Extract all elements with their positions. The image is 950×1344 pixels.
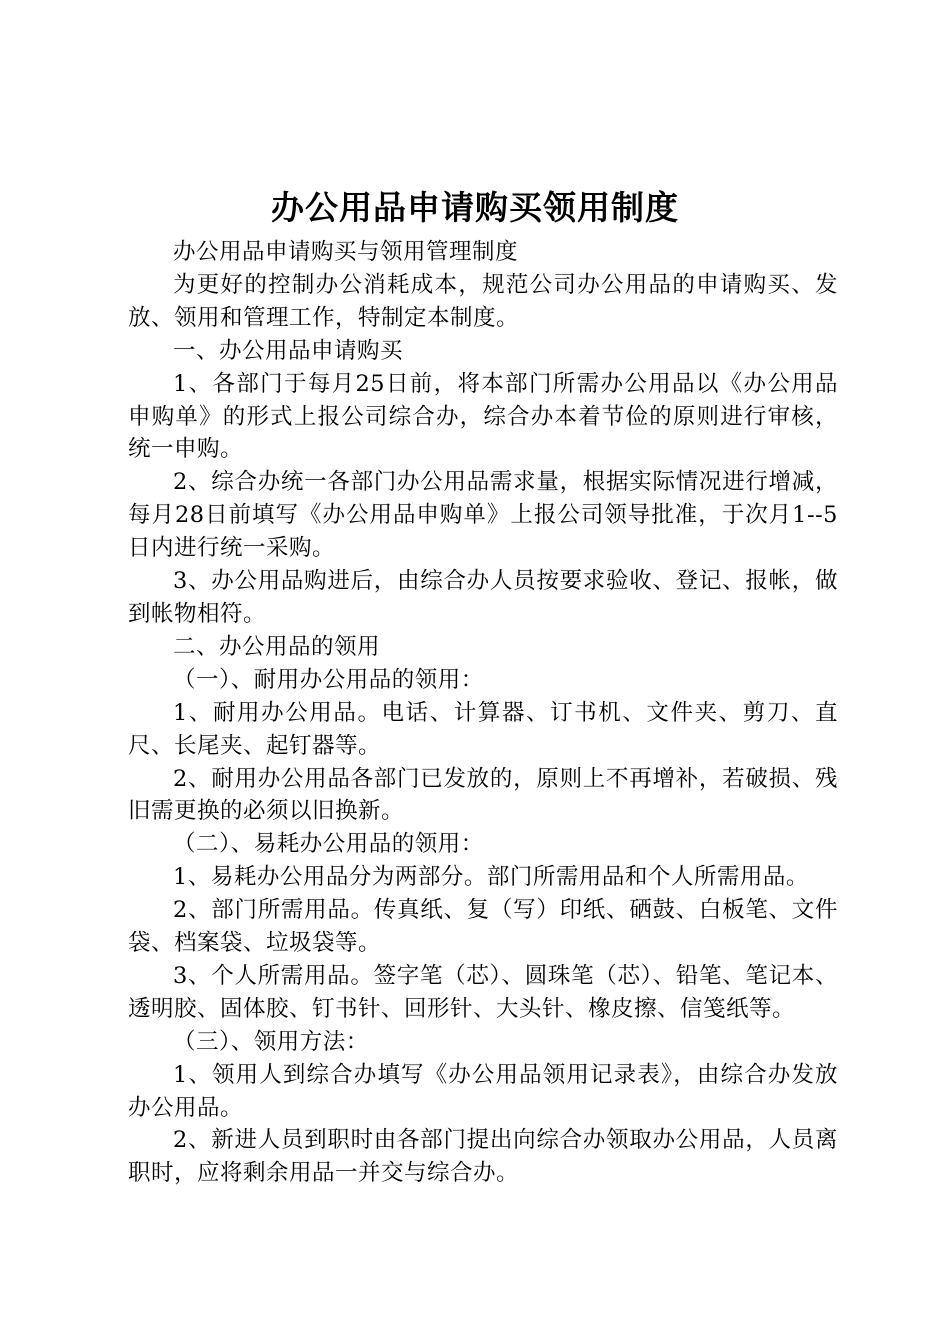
paragraph: 为更好的控制办公消耗成本，规范公司办公用品的申请购买、发放、领用和管理工作，特制定本制度。 [128,271,838,331]
document-title: 办公用品申请购买领用制度 [271,188,679,227]
document-body [128,236,838,1190]
subsection-heading: （三）、领用方法： [173,1028,369,1055]
paragraph: 2、综合办统一各部门办公用品需求量，根据实际情况进行增减，每月28日前填写《办公用品申购单》上报公司领导批准，于次月1--5日内进行统一采购。 [128,469,838,562]
paragraph: 1、易耗办公用品分为两部分。部门所需用品和个人所需用品。 [173,864,809,891]
paragraph: 3、办公用品购进后，由综合办人员按要求验收、登记、报帐，做到帐物相符。 [128,568,838,627]
paragraph: 办公用品申请购买与领用管理制度 [173,239,519,265]
subsection-heading: （一）、耐用办公用品的领用： [173,666,484,693]
paragraph: 1、各部门于每月25日前，将本部门所需办公用品以《办公用品申购单》的形式上报公司综合办，综合办本着节俭的原则进行审核，统一申购。 [128,370,838,463]
paragraph: 2、部门所需用品。传真纸、复（写）印纸、硒鼓、白板笔、文件袋、档案袋、垃圾袋等。 [128,897,838,957]
paragraph: 1、领用人到综合办填写《办公用品领用记录表》，由综合办发放办公用品。 [128,1061,838,1121]
section-heading: 一、办公用品申请购买 [173,337,404,364]
subsection-heading: （二）、易耗办公用品的领用： [173,831,484,858]
paragraph: 2、耐用办公用品各部门已发放的，原则上不再增补，若破损、残旧需更换的必须以旧换新。 [128,765,838,825]
section-heading: 二、办公用品的领用 [173,633,381,660]
paragraph: 2、新进人员到职时由各部门提出向综合办领取办公用品，人员离职时，应将剩余用品一并交与综合办。 [128,1127,838,1187]
paragraph: 3、个人所需用品。签字笔（芯）、圆珠笔（芯）、铅笔、笔记本、透明胶、固体胶、钉书针、回形针、大头针、橡皮擦、信笺纸等。 [128,962,838,1022]
paragraph: 1、耐用办公用品。电话、计算器、订书机、文件夹、剪刀、直尺、长尾夹、起钉器等。 [128,699,838,759]
